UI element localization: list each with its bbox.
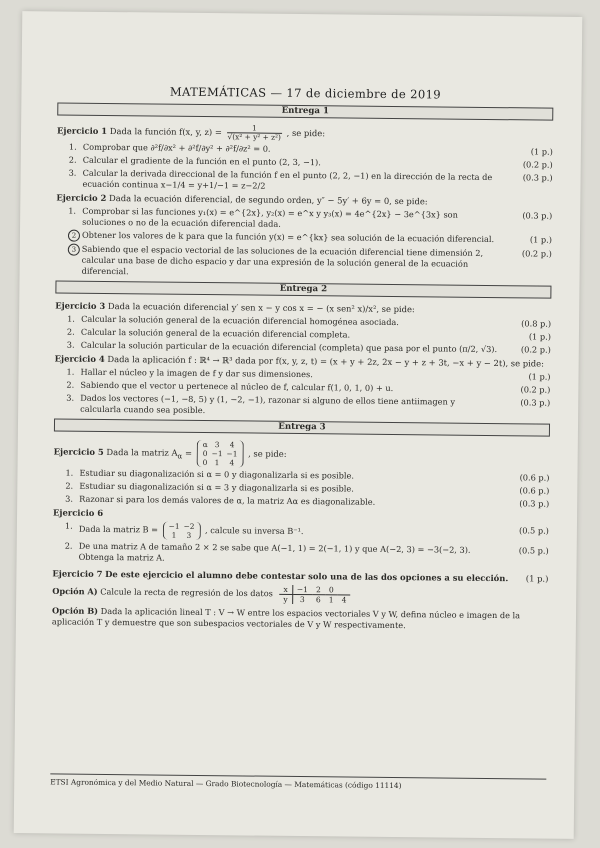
exercise-2 [56, 192, 553, 281]
option-b: Opción B) Dada la aplicación lineal T : V → W entre los espacios vectoriales V y W, defina núcleo e imagen de la aplicación T y demuestre que son subespacios vectoriales de V y W respectivamente. [51, 605, 521, 631]
exercise-4-item-3: 3. Dados los vectores (−1, −8, 5) y (1, −2, −1), razonar si alguno de ellos tiene antiimagen y calcularla cuando sea posible. (0.3 p.) [66, 392, 551, 416]
page-footer: ETSI Agronómica y del Medio Natural — Grado Biotecnología — Matemáticas (código 11114) [50, 773, 546, 791]
option-a: Opción A) Calcule la recta de regresión de los datos x −1 2 0 y 3 6 1 4 [52, 582, 548, 606]
exercise-6-item-2: 2. De una matriz A de tamaño 2 × 2 se sabe que A(−1, 1) = 2(−1, 1) y que A(−2, 3) = −3(−2, 3). Obtenga la matriz A. (0.5 p.) [64, 540, 549, 563]
exercise-3-item-1: 1. Calcular la solución general de la ecuación diferencial homogénea asociada. (0.8 p.) [67, 313, 552, 329]
exercise-3-item-3: 3. Calcular la solución particular de la ecuación diferencial (completa) que pasa por el punto (π/2, √3). (0.2 p.) [66, 339, 551, 355]
exercise-4 [54, 353, 551, 419]
matrix-b: −1 −2 1 3 [163, 522, 201, 540]
exercise-3-item-2: 2. Calcular la solución general de la ecuación diferencial completa. (1 p.) [66, 326, 551, 342]
exercise-7 [52, 568, 549, 632]
entrega-1-banner: Entrega 1 [57, 102, 553, 120]
exercise-1-item-3: 3. Calcular la derivada direccional de la función f en el punto (2, 2, −1) en la dirección de la recta de ecuación continua x−1/4 = y+1/−1 = z−2/2 (0.3 p.) [68, 167, 553, 191]
exercise-2-item-1: 1. Comprobar si las funciones y₁(x) = e^{2x}, y₂(x) = e^x y y₃(x) = 4e^{2x} − 3e^{3x} son soluciones o no de la ecuación diferencial dada. (0.3 p.) [68, 205, 553, 229]
exercise-2-label: Ejercicio 2 [56, 192, 107, 203]
entrega-3-banner: Entrega 3 [54, 418, 550, 436]
exercise-5: Ejercicio 5 Dada la matriz $A_\alpha$ = α 3 4 0 −1 −1 0 1 4 , se pide: 1. Estudiar su diagonalización si α = 0 y diagonalizarla si es posible. (0.6 p.) 2. Estudiar su diagonalización si α = 3 y diagonalizarla si es posible. (0.6 p.) 3. Razonar si para los demás valores de α, la matriz Aα es diagonalizable. (0.3 p.) [53, 440, 550, 509]
exercise-3-text: Dada la ecuación diferencial y′ sen x − y cos x = − (x sen² x)/x², se pide: [107, 301, 415, 315]
exam-content [52, 85, 554, 632]
exercise-7-head: De este ejercicio el alumno debe contestar solo una de las dos opciones a su elección. [105, 568, 509, 584]
exercise-4-label: Ejercicio 4 [54, 353, 105, 364]
exercise-1-item-1: 1. Comprobar que ∂²f/∂x² + ∂²f/∂y² + ∂²f/∂z² = 0. (1 p.) [68, 141, 553, 157]
exercise-5-item-3: 3. Razonar si para los demás valores de α, la matriz Aα es diagonalizable. (0.3 p.) [65, 493, 550, 509]
exercise-3 [55, 300, 551, 355]
exercise-2-item-3: 3 Sabiendo que el espacio vectorial de las soluciones de la ecuación diferencial tiene dimensión 2, calcular una base de dicho espacio y dar una expresión de la solución general de la ecuación diferencial. (0.2 p.) [68, 244, 552, 282]
exercise-6 [53, 507, 550, 567]
exercise-5-label: Ejercicio 5 [53, 446, 104, 457]
regression-data-table: x −1 2 0 y 3 6 1 4 [279, 585, 350, 605]
circled-number: 3 [68, 244, 80, 256]
circled-number: 2 [68, 230, 80, 242]
exercise-4-text: Dada la aplicación f : ℝ⁴ → ℝ³ dada por f(x, y, z, t) = (x + y + 2z, 2x − y + z + 3t, −x + y − 2t), se pide: [107, 354, 544, 369]
exercise-5-item-1: 1. Estudiar su diagonalización si α = 0 y diagonalizarla si es posible. (0.6 p.) [65, 467, 550, 483]
exercise-5-item-2: 2. Estudiar su diagonalización si α = 3 y diagonalizarla si es posible. (0.6 p.) [65, 480, 550, 496]
exercise-1-text: Dada la función f(x, y, z) = [109, 126, 222, 138]
exercise-7-label: Ejercicio 7 [52, 568, 103, 579]
exercise-7-points: (1 p.) [525, 573, 549, 584]
exercise-4-item-2: 2. Sabiendo que el vector u pertenece al núcleo de f, calcular f(1, 0, 1, 0) + u. (0.2 p.) [66, 379, 551, 395]
exercise-1-fraction: $\frac{1}{\text{√(x² + y² + z²)}}$ [227, 123, 281, 142]
exercise-3-label: Ejercicio 3 [55, 300, 106, 311]
exam-title: MATEMÁTICAS — 17 de diciembre de 2019 [169, 84, 442, 102]
matrix-a-alpha: α 3 4 0 −1 −1 0 1 4 [197, 440, 244, 467]
exercise-1: Ejercicio 1 Dada la función f(x, y, z) = $\frac{1}{\text{√(x² + y² + z²)}}$ , se pide: 1. Comprobar que ∂²f/∂x² + ∂²f/∂y² + ∂²f/∂z² = 0. (1 p.) 2. Calcular el gradiente de la función en el punto (2, 3, −1). (0.2 p.) 3. Calcular la derivada direccional de la función f en el punto (2, 2, −1) en la dirección de la recta de ecuación continua x−1/4 = y+1/−1 = z−2/2 (0.3 p.) [56, 122, 553, 194]
exam-sheet [14, 11, 583, 839]
exercise-4-item-1: 1. Hallar el núcleo y la imagen de f y dar sus dimensiones. (1 p.) [66, 366, 551, 382]
exercise-2-text: Dada la ecuación diferencial, de segundo orden, y″ − 5y′ + 6y = 0, se pide: [109, 193, 428, 207]
exercise-6-label: Ejercicio 6 [53, 507, 104, 518]
exercise-2-item-2: 2 Obtener los valores de k para que la función y(x) = e^{kx} sea solución de la ecuación diferencial. (1 p.) [68, 230, 552, 247]
exercise-1-label: Ejercicio 1 [57, 125, 108, 136]
entrega-2-banner: Entrega 2 [55, 280, 551, 298]
exercise-6-item-1: 1. Dada la matriz B = −1 −2 1 3 , calcule su inversa B⁻¹. (0.5 p.) [64, 520, 549, 540]
exercise-1-item-2: 2. Calcular el gradiente de la función en el punto (2, 3, −1). (0.2 p.) [68, 154, 553, 170]
